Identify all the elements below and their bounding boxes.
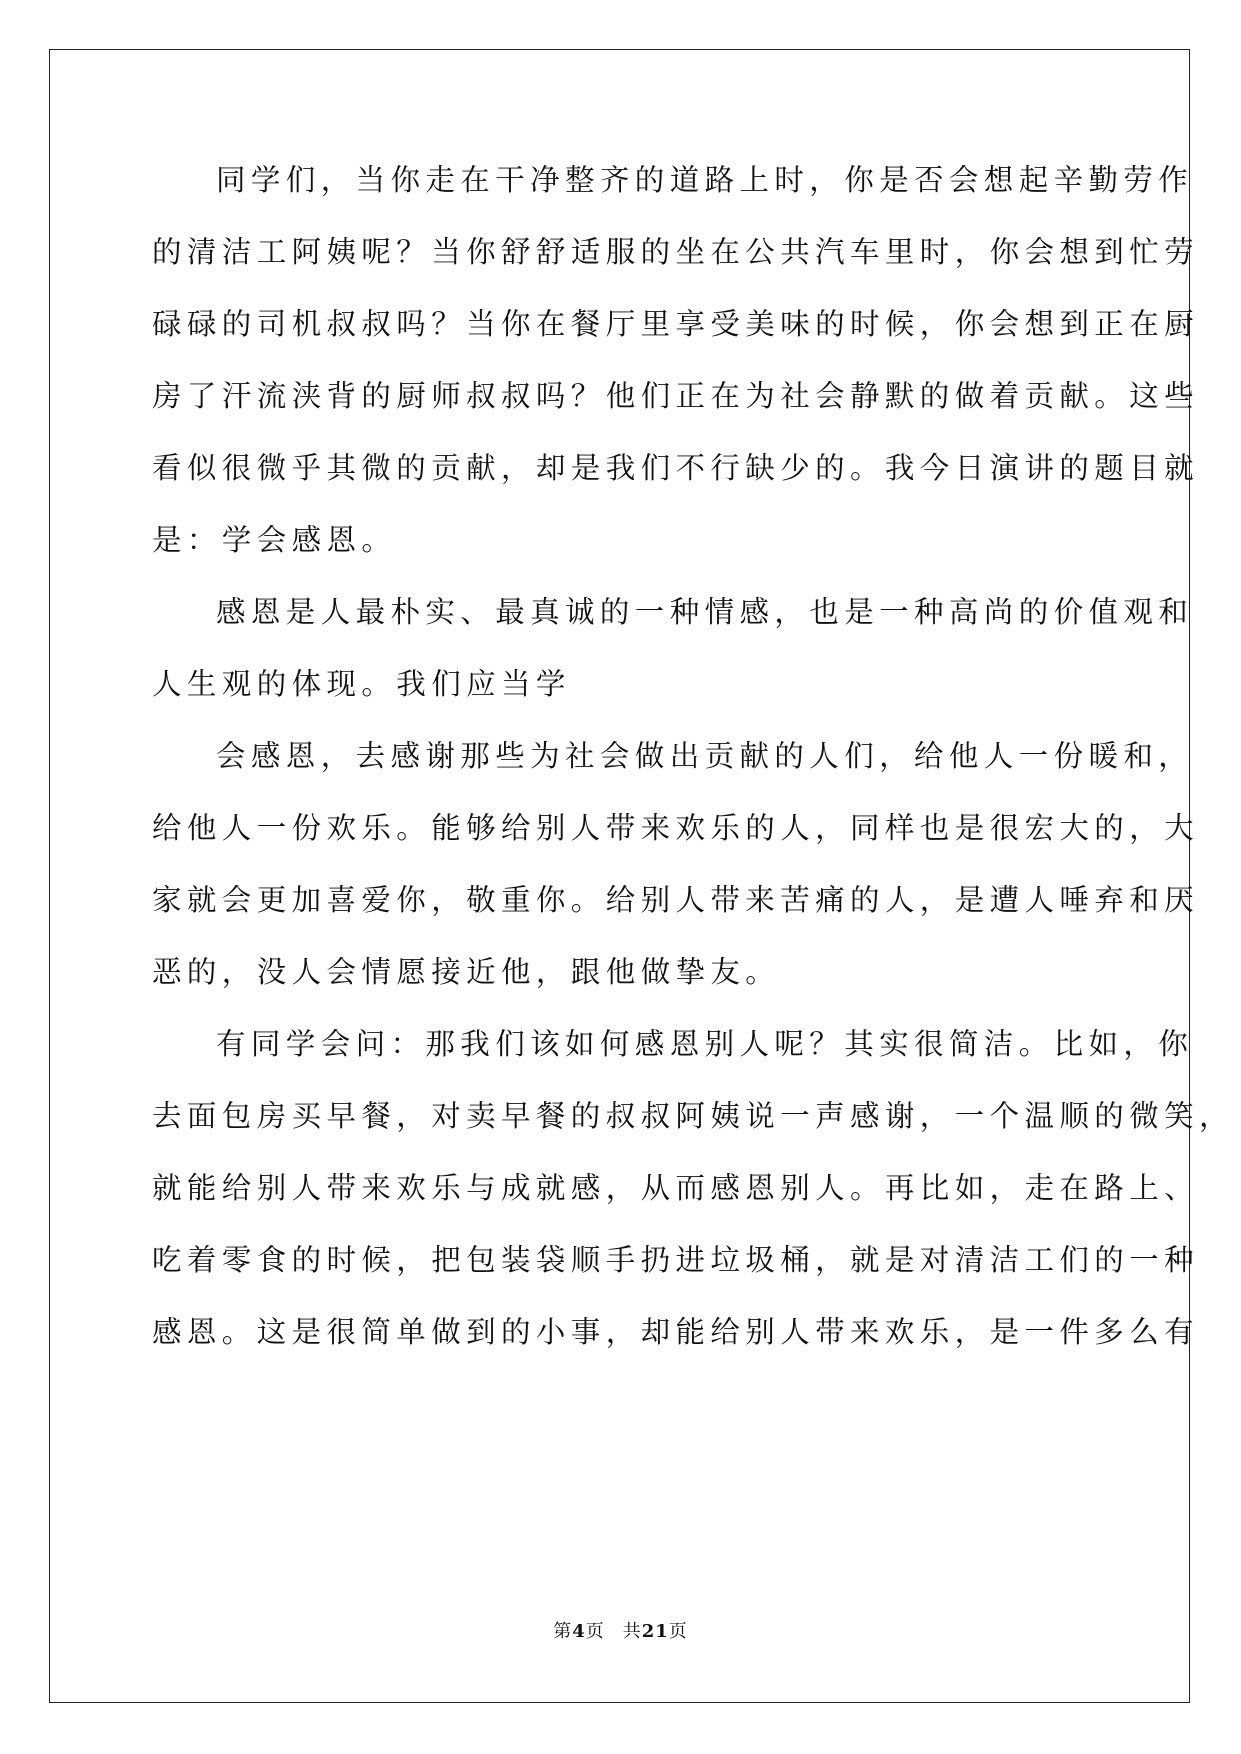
paragraph-1-line-5: 看似很微乎其微的贡献，却是我们不行缺少的。我今日演讲的题目就 <box>152 451 1200 485</box>
paragraph-4-line-2: 去面包房买早餐，对卖早餐的叔叔阿姨说一声感谢，一个温顺的微笑， <box>152 1099 1234 1133</box>
page-footer <box>0 1617 1241 1643</box>
paragraph-1-line-2: 的清洁工阿姨呢？当你舒舒适服的坐在公共汽车里时，你会想到忙劳 <box>152 235 1200 269</box>
current-page-number: 4 <box>572 1621 586 1642</box>
total-page-count: 21 <box>641 1621 669 1642</box>
paragraph-4-line-3: 就能给别人带来欢乐与成就感，从而感恩别人。再比如，走在路上、 <box>152 1171 1200 1205</box>
paragraph-2-line-2: 人生观的体现。我们应当学 <box>152 667 571 701</box>
footer-prefix: 第 <box>553 1621 573 1642</box>
paragraph-3-line-1: 会感恩，去感谢那些为社会做出贡献的人们，给他人一份暖和， <box>216 739 1194 773</box>
paragraph-1-line-4: 房了汗流浃背的厨师叔叔吗？他们正在为社会静默的做着贡献。这些 <box>152 379 1200 413</box>
paragraph-1-line-6: 是：学会感恩。 <box>152 523 397 557</box>
footer-page-unit: 页 <box>585 1621 605 1642</box>
paragraph-3-line-3: 家就会更加喜爱你，敬重你。给别人带来苦痛的人，是遭人唾弃和厌 <box>152 883 1200 917</box>
paragraph-1-line-1: 同学们，当你走在干净整齐的道路上时，你是否会想起辛勤劳作 <box>216 163 1194 197</box>
paragraph-3-line-2: 给他人一份欢乐。能够给别人带来欢乐的人，同样也是很宏大的，大 <box>152 811 1200 845</box>
paragraph-4-line-5: 感恩。这是很简单做到的小事，却能给别人带来欢乐，是一件多么有 <box>152 1315 1200 1349</box>
footer-total-prefix: 共 <box>622 1621 642 1642</box>
paragraph-4-line-4: 吃着零食的时候，把包装袋顺手扔进垃圾桶，就是对清洁工们的一种 <box>152 1243 1200 1277</box>
paragraph-3-line-4: 恶的，没人会情愿接近他，跟他做挚友。 <box>152 955 781 989</box>
footer-total-unit: 页 <box>668 1621 688 1642</box>
paragraph-1-line-3: 碌碌的司机叔叔吗？当你在餐厅里享受美味的时候，你会想到正在厨 <box>152 307 1200 341</box>
page-border <box>49 49 1190 1703</box>
paragraph-2-line-1: 感恩是人最朴实、最真诚的一种情感，也是一种高尚的价值观和 <box>216 595 1194 629</box>
paragraph-4-line-1: 有同学会问：那我们该如何感恩别人呢？其实很简洁。比如，你 <box>216 1027 1194 1061</box>
